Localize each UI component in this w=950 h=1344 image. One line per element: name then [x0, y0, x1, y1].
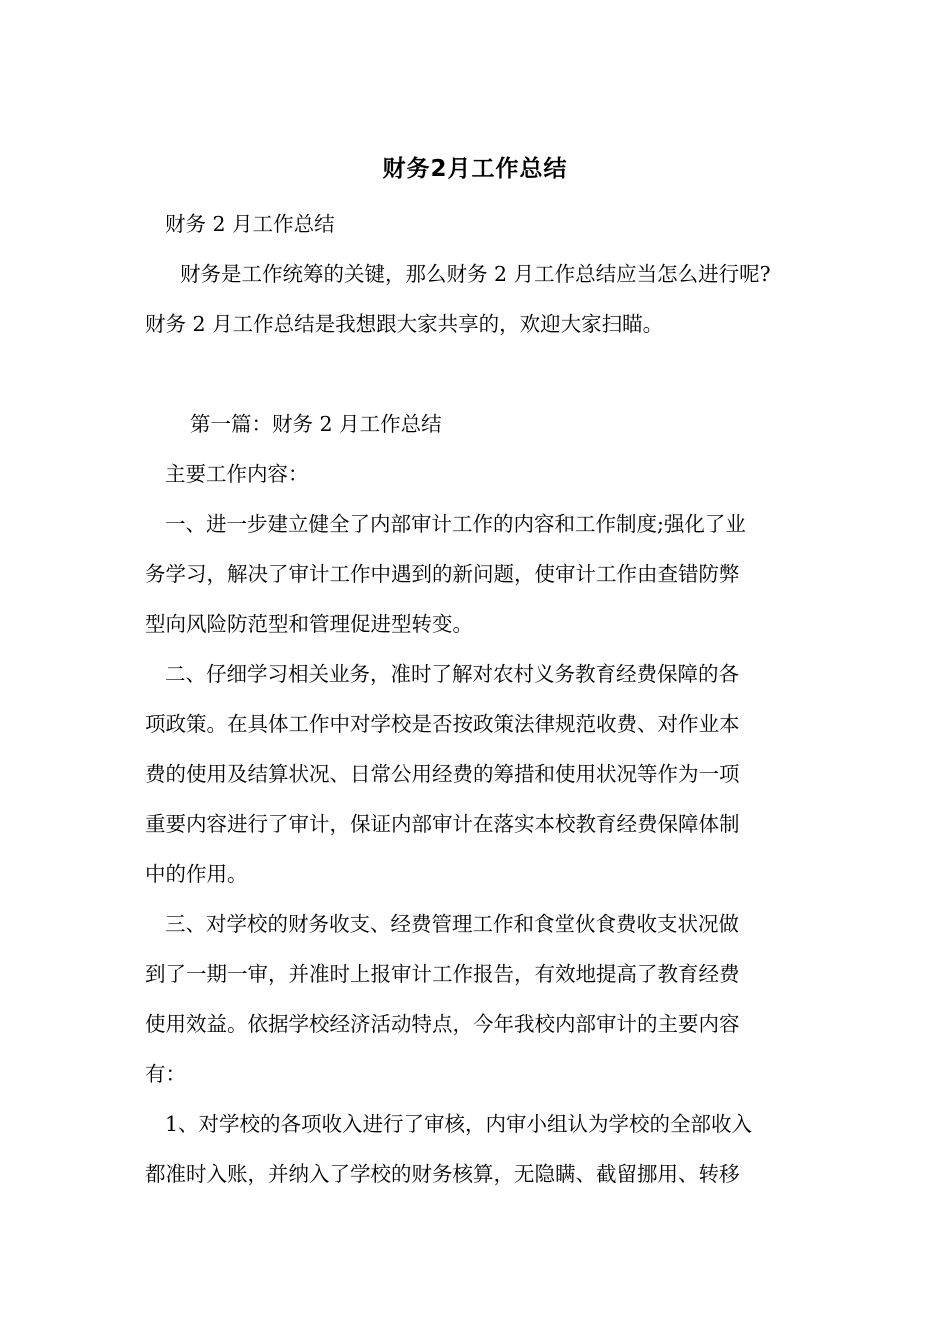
paragraph-line: 主要工作内容：	[165, 462, 309, 486]
paragraph-line: 一、进一步建立健全了内部审计工作的内容和工作制度;强化了业	[165, 512, 746, 536]
paragraph-line: 使用效益。依据学校经济活动特点，今年我校内部审计的主要内容	[145, 1012, 740, 1036]
paragraph-line: 财务 2 月工作总结是我想跟大家共享的，欢迎大家扫瞄。	[145, 312, 664, 336]
document-title: 财务2月工作总结	[382, 156, 568, 182]
paragraph-line: 有：	[145, 1062, 186, 1086]
paragraph-line: 中的作用。	[145, 862, 248, 886]
paragraph-line: 型向风险防范型和管理促进型转变。	[145, 612, 473, 636]
paragraph-line: 1、对学校的各项收入进行了审核，内审小组认为学校的全部收入	[165, 1112, 753, 1136]
paragraph-line: 财务是工作统筹的关键，那么财务 2 月工作总结应当怎么进行呢?	[180, 262, 771, 286]
paragraph-line: 项政策。在具体工作中对学校是否按政策法律规范收费、对作业本	[145, 712, 740, 736]
paragraph-line: 费的使用及结算状况、日常公用经费的筹措和使用状况等作为一项	[145, 762, 740, 786]
paragraph-line: 到了一期一审，并准时上报审计工作报告，有效地提高了教育经费	[145, 962, 740, 986]
paragraph-line: 二、仔细学习相关业务，准时了解对农村义务教育经费保障的各	[165, 662, 739, 686]
subtitle-line: 财务 2 月工作总结	[165, 212, 335, 236]
section-heading: 第一篇：财务 2 月工作总结	[190, 412, 442, 436]
paragraph-line: 务学习，解决了审计工作中遇到的新问题，使审计工作由查错防弊	[145, 562, 740, 586]
paragraph-line: 三、对学校的财务收支、经费管理工作和食堂伙食费收支状况做	[165, 912, 739, 936]
paragraph-line: 重要内容进行了审计，保证内部审计在落实本校教育经费保障体制	[145, 812, 740, 836]
paragraph-line: 都准时入账，并纳入了学校的财务核算，无隐瞒、截留挪用、转移	[145, 1162, 740, 1186]
